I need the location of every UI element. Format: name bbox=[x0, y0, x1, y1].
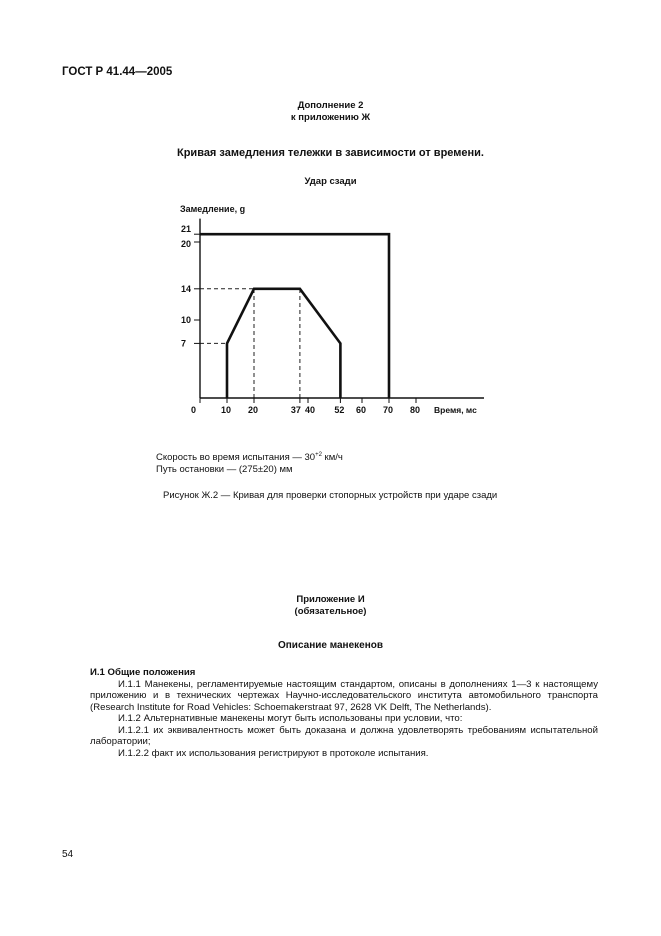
figure-caption: Рисунок Ж.2 — Кривая для проверки стопорных устройств при ударе сзади bbox=[163, 490, 498, 501]
x-tick-label: 20 bbox=[248, 405, 259, 415]
x-tick-label: 70 bbox=[383, 405, 394, 415]
deceleration-chart bbox=[0, 195, 661, 425]
chart-guides bbox=[200, 289, 300, 398]
test-speed-note: Скорость во время испытания — $30^{+2}$ км/ч bbox=[156, 452, 343, 464]
stopping-distance-note: Путь остановки — (275±20) мм bbox=[156, 464, 293, 475]
series-line-upper bbox=[200, 234, 389, 398]
page-number: 54 bbox=[62, 849, 74, 860]
x-tick-label: 52 bbox=[334, 405, 345, 415]
section-heading: И.1 Общие положения bbox=[90, 667, 196, 678]
chart-series bbox=[200, 234, 389, 398]
y-axis-label: Замедление, g bbox=[180, 204, 246, 214]
x-tick-label: 80 bbox=[410, 405, 421, 415]
figure-subtitle: Удар сзади bbox=[304, 176, 357, 187]
x-tick-label: 10 bbox=[221, 405, 232, 415]
y-tick-label: 21 bbox=[181, 224, 192, 235]
chart-ticks bbox=[181, 224, 420, 415]
annex-heading: Описание манекенов bbox=[277, 640, 384, 651]
addendum-subtitle: к приложению Ж bbox=[290, 112, 371, 123]
x-axis-label: Время, мс bbox=[434, 405, 477, 415]
addendum-title: Дополнение 2 bbox=[297, 100, 364, 111]
series-line-lower bbox=[227, 289, 340, 398]
y-tick-label: 7 bbox=[181, 338, 187, 349]
paragraph: И.1.2.2 факт их использования регистрируют в протоколе испытания. bbox=[118, 747, 429, 759]
annex-body bbox=[90, 667, 598, 759]
y-tick-label: 10 bbox=[181, 315, 192, 325]
x-tick-label: 37 bbox=[290, 405, 301, 415]
y-tick-label: 14 bbox=[181, 283, 192, 294]
y-tick-label: 20 bbox=[181, 239, 192, 249]
figure-title: Кривая замедления тележки в зависимости от времени. bbox=[177, 147, 484, 159]
x-tick-label: 40 bbox=[305, 405, 316, 415]
paragraph: И.1.2 Альтернативные манекены могут быть использованы при условии, что: bbox=[118, 713, 463, 724]
document-code: ГОСТ Р 41.44—2005 bbox=[62, 66, 173, 78]
paragraph: И.1.2.1 их эквивалентность может быть доказана и должна удовлетворять требованиям испытательной лаборатории; bbox=[90, 724, 598, 747]
x-tick-label: 0 bbox=[191, 405, 197, 415]
annex-status: (обязательное) bbox=[294, 606, 367, 617]
x-tick-label: 60 bbox=[356, 405, 367, 415]
annex-title: Приложение И bbox=[296, 594, 365, 605]
speed-tolerance: +2 bbox=[315, 452, 322, 458]
chart-axes bbox=[200, 219, 484, 398]
paragraph: И.1.1 Манекены, регламентируемые настоящим стандартом, описаны в дополнениях 1—3 к настоящему приложению и в технических чертежах Научно-исследовательского института автомобильного транспорта (Research Institute for Road Vehicles: Schoemakerstraat 97, 2628 VK Delft, The Netherlands). bbox=[90, 678, 598, 713]
